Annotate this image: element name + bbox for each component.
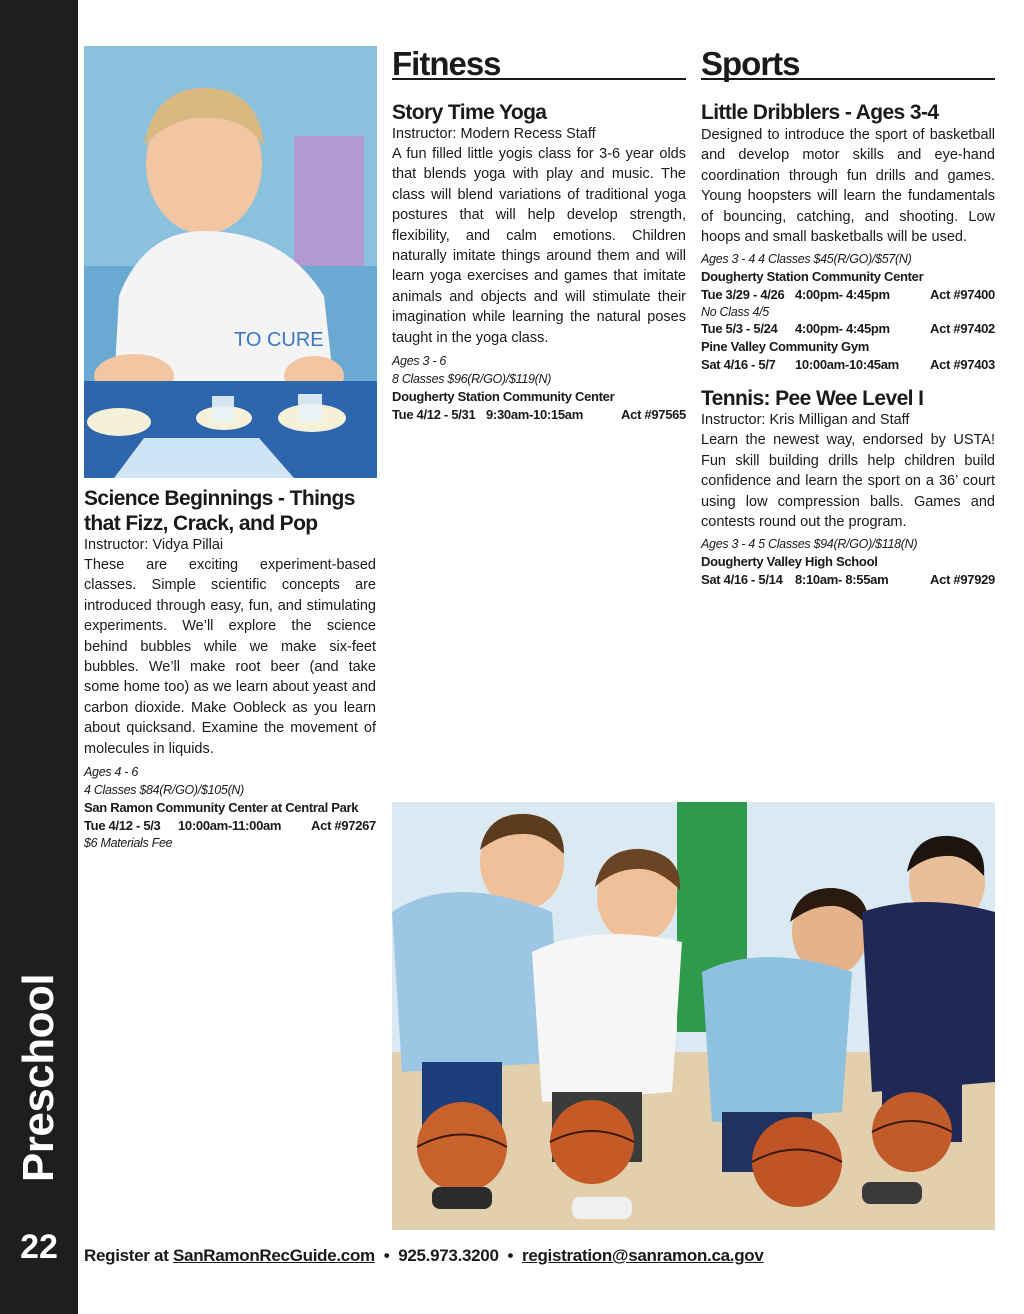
science-class xyxy=(84,486,376,851)
sidebar xyxy=(0,0,78,1314)
dribblers-title: Little Dribblers - Ages 3-4 xyxy=(701,101,939,124)
session-dates: Tue 3/29 - 4/26 xyxy=(701,287,785,303)
footer xyxy=(84,1246,764,1266)
basketball-photo xyxy=(392,802,995,1230)
session-time: 8:10am- 8:55am xyxy=(795,572,889,588)
dribblers-session-2 xyxy=(701,320,995,338)
tennis-location: Dougherty Valley High School xyxy=(701,554,878,570)
session-dates: Tue 4/12 - 5/3 xyxy=(84,818,161,834)
dribblers-session-1 xyxy=(701,286,995,304)
basketball-photo-illustration xyxy=(392,802,995,1230)
session-dates: Sat 4/16 - 5/7 xyxy=(701,357,776,373)
session-dates: Tue 5/3 - 5/24 xyxy=(701,321,778,337)
science-ages: Ages 4 - 6 xyxy=(84,765,138,780)
session-act: Act #97267 xyxy=(311,818,376,834)
tennis-instructor: Instructor: Kris Milligan and Staff xyxy=(701,412,910,429)
tennis-title: Tennis: Pee Wee Level I xyxy=(701,387,924,411)
sports-column xyxy=(701,46,995,589)
science-title-line1: Science Beginnings - Things xyxy=(84,487,355,510)
tennis-session xyxy=(701,571,995,589)
science-location: San Ramon Community Center at Central Park xyxy=(84,800,359,816)
dribblers-location-2: Pine Valley Community Gym xyxy=(701,339,870,355)
science-session xyxy=(84,817,376,835)
session-dates: Sat 4/16 - 5/14 xyxy=(701,572,783,588)
yoga-location: Dougherty Station Community Center xyxy=(392,389,615,405)
dribblers-no-class: No Class 4/5 xyxy=(701,305,769,320)
dribblers-session-3 xyxy=(701,356,995,374)
fitness-column xyxy=(392,46,686,424)
tennis-class xyxy=(701,386,995,589)
yoga-ages: Ages 3 - 6 xyxy=(392,354,446,369)
yoga-session xyxy=(392,406,686,424)
tennis-description: Learn the newest way, endorsed by USTA! Fun skill building drills help children build confidence and learn the sport on a 36’ court using low compression balls. Games and contests round out the program. xyxy=(701,432,995,531)
science-photo-illustration xyxy=(84,46,377,478)
science-title-line2: that Fizz, Crack, and Pop xyxy=(84,512,318,535)
session-act: Act #97929 xyxy=(930,572,995,588)
session-act: Act #97403 xyxy=(930,357,995,373)
science-photo xyxy=(84,46,377,478)
yoga-class xyxy=(392,100,686,424)
dribblers-class xyxy=(701,100,995,374)
session-time: 4:00pm- 4:45pm xyxy=(795,321,890,337)
science-title xyxy=(84,486,376,536)
tennis-meta: Ages 3 - 4 5 Classes $94(R/GO)/$118(N) xyxy=(701,537,918,552)
fitness-heading: Fitness xyxy=(392,46,686,80)
session-act: Act #97565 xyxy=(621,407,686,423)
session-time: 9:30am-10:15am xyxy=(486,407,583,423)
dribblers-meta: Ages 3 - 4 4 Classes $45(R/GO)/$57(N) xyxy=(701,252,912,267)
svg-text:TO CURE: TO CURE xyxy=(234,329,324,351)
sports-heading: Sports xyxy=(701,46,995,80)
footer-prefix: Register at xyxy=(84,1246,169,1265)
dribblers-location-1: Dougherty Station Community Center xyxy=(701,269,924,285)
email-link[interactable]: registration@sanramon.ca.gov xyxy=(522,1246,764,1265)
session-time: 10:00am-11:00am xyxy=(178,818,282,834)
session-time: 10:00am-10:45am xyxy=(795,357,899,373)
science-instructor: Instructor: Vidya Pillai xyxy=(84,537,224,553)
section-label: Preschool xyxy=(14,973,63,1183)
science-classes-fee: 4 Classes $84(R/GO)/$105(N) xyxy=(84,783,245,798)
dribblers-description: Designed to introduce the sport of basketball and develop motor skills and eye-hand coordination through fun drills and games. Young hoopsters will learn the fundamentals of bouncing, catching, and shooting. Low hoops and small basketballs will be used. xyxy=(701,127,995,246)
yoga-title: Story Time Yoga xyxy=(392,101,547,124)
science-materials-fee: $6 Materials Fee xyxy=(84,836,173,851)
footer-separator: • xyxy=(507,1246,514,1265)
page-number: 22 xyxy=(20,1228,58,1266)
yoga-classes-fee: 8 Classes $96(R/GO)/$119(N) xyxy=(392,372,552,387)
website-link[interactable]: SanRamonRecGuide.com xyxy=(173,1246,375,1265)
yoga-instructor: Instructor: Modern Recess Staff xyxy=(392,126,596,142)
footer-separator: • xyxy=(383,1246,390,1265)
session-act: Act #97402 xyxy=(930,321,995,337)
session-act: Act #97400 xyxy=(930,287,995,303)
session-time: 4:00pm- 4:45pm xyxy=(795,287,890,303)
session-dates: Tue 4/12 - 5/31 xyxy=(392,407,476,423)
science-description: These are exciting experiment-based classes. Simple scientific concepts are introduced through easy, fun, and stimulating experiments. We’ll explore the science behind bubbles while we make six-feet bubbles. We’ll make root beer (and take some home too) as we learn about yeast and carbon dioxide. Make Oobleck as you learn about quicksand. Examine the movement of molecules in liquids. xyxy=(84,557,376,757)
yoga-description: A fun filled little yogis class for 3-6 year olds that blends yoga with play and music. The class will blend variations of traditional yoga postures that will help develop strength, flexibility, and calm emotions. Children naturally imitate things around them and will learn yoga exercises and games that imitate animals and objects and will stimulate their imagination while learning the natural poses taught in the yoga class. xyxy=(392,146,686,346)
phone-number: 925.973.3200 xyxy=(398,1246,499,1265)
